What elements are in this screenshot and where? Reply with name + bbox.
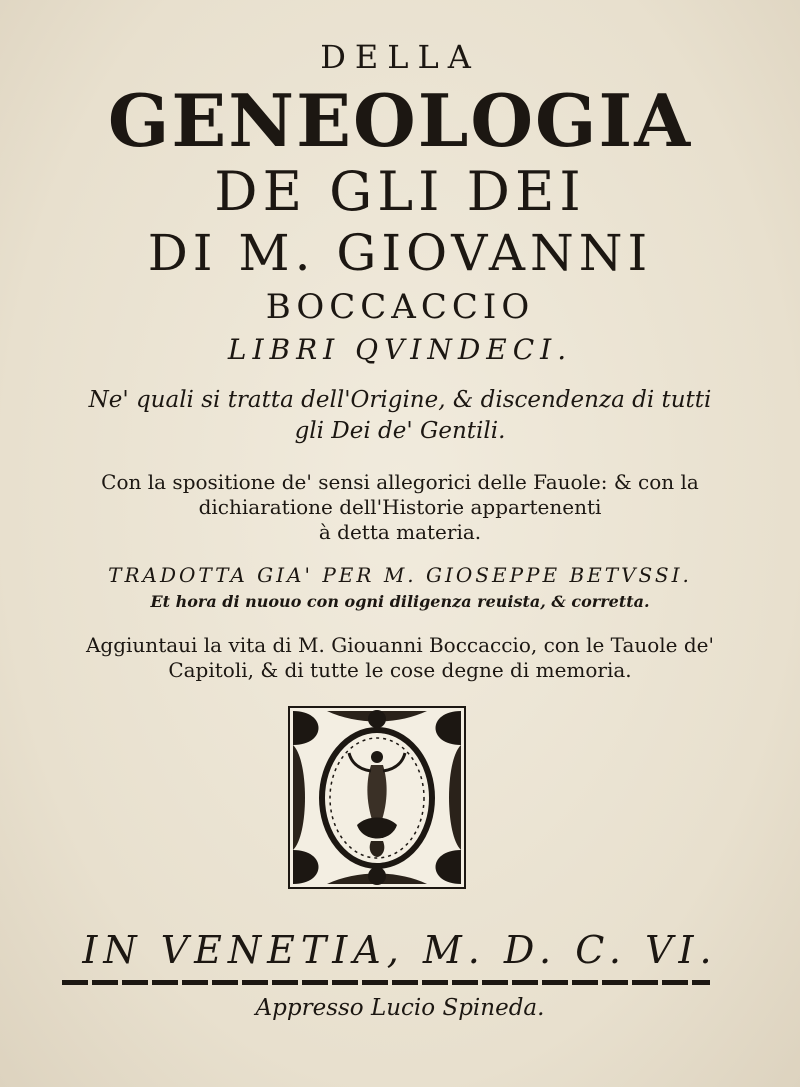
title-line-della: DELLA bbox=[320, 38, 480, 76]
exposition-line-1: Con la spositione de' sensi allegorici delle Fauole: & con la bbox=[101, 470, 699, 494]
revision-line: Et hora di nuouo con ogni diligenza reuista, & corretta. bbox=[150, 592, 650, 611]
title-line-author: DI M. GIOVANNI bbox=[147, 224, 653, 282]
title-line-de-gli-dei: DE GLI DEI bbox=[214, 160, 586, 223]
imprint-rule bbox=[62, 980, 710, 985]
title-line-boccaccio: BOCCACCIO bbox=[265, 287, 535, 327]
exposition-line-3: à detta materia. bbox=[318, 520, 482, 544]
books-count: LIBRI QVINDECI. bbox=[227, 333, 573, 366]
additions-line-1: Aggiuntaui la vita di M. Giouanni Boccaccio, con le Tauole de' bbox=[85, 633, 715, 657]
exposition-line-2: dichiaratione dell'Historie appartenenti bbox=[198, 495, 602, 519]
additions-line-2: Capitoli, & di tutte le cose degne di memoria. bbox=[168, 658, 632, 682]
imprint-place-date: IN VENETIA, M. D. C. VI. bbox=[82, 928, 718, 972]
printer-device-woodcut-icon bbox=[287, 705, 467, 890]
subtitle-line-1: Ne' quali si tratta dell'Origine, & discendenza di tutti bbox=[88, 387, 712, 413]
title-line-geneologia: GENEOLOGIA bbox=[107, 78, 693, 163]
translator-line: TRADOTTA GIA' PER M. GIOSEPPE BETVSSI. bbox=[108, 563, 692, 587]
subtitle-line-2: gli Dei de' Gentili. bbox=[294, 418, 506, 444]
imprint-printer: Appresso Lucio Spineda. bbox=[255, 995, 545, 1021]
